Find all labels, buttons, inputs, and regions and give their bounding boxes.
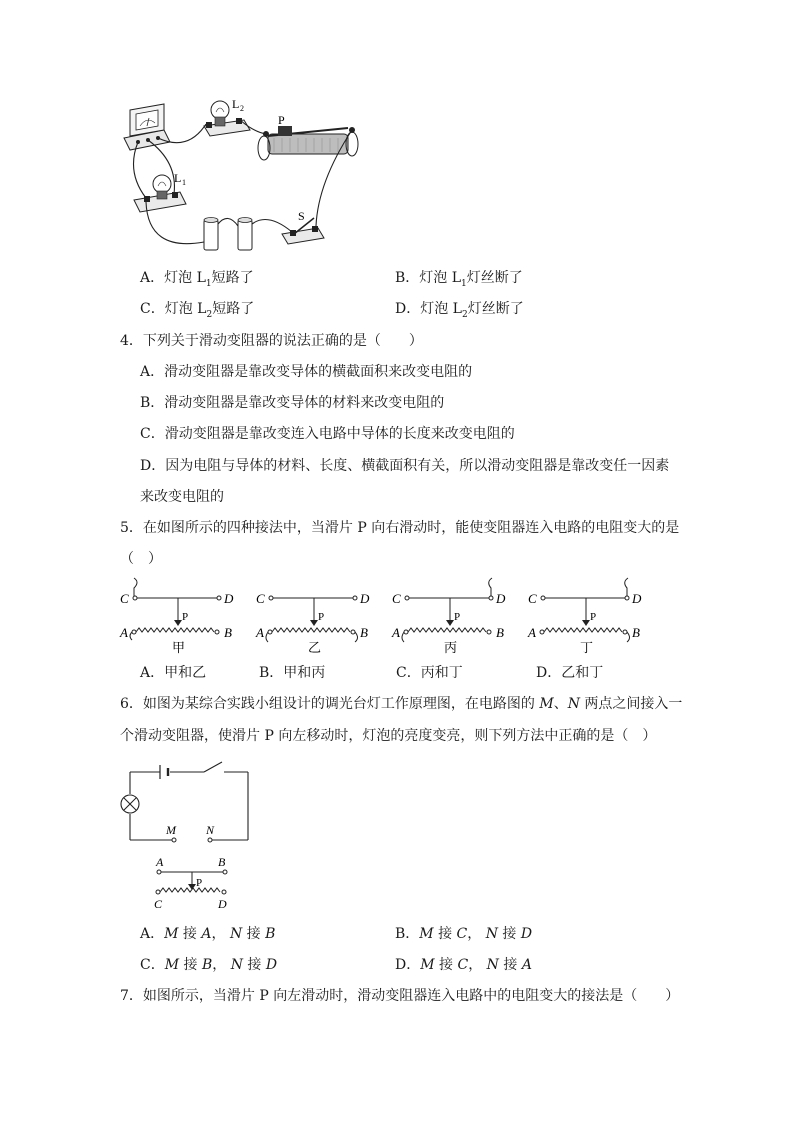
q3-l1-sub: 1 [182, 178, 186, 187]
svg-text:P: P [454, 611, 461, 623]
q4-option-b[interactable]: B．滑动变阻器是靠改变导体的材料来改变电阻的 [140, 395, 445, 411]
svg-text:B: B [496, 625, 504, 640]
svg-text:M: M [166, 823, 176, 837]
svg-text:D: D [360, 591, 370, 606]
q3-option-d[interactable]: D．灯泡 $L_2$灯丝断了 [395, 301, 524, 320]
q3-option-a[interactable]: A．灯泡 $L_1$短路了 [140, 270, 254, 289]
q5-option-b[interactable]: B．甲和丙 [259, 665, 326, 681]
q5-figure-yi [255, 591, 370, 655]
q6-stem-line2: 个滑动变阻器，使滑片 P 向左移动时，灯泡的亮度变亮，则下列方法中正确的是（ ） [120, 728, 657, 744]
q4-option-a[interactable]: A．滑动变阻器是靠改变导体的横截面积来改变电阻的 [140, 364, 473, 380]
svg-text:B: B [218, 855, 226, 869]
q5-figure-ding [527, 578, 642, 655]
svg-text:P: P [318, 611, 325, 623]
svg-text:丁: 丁 [580, 640, 594, 655]
q6-circuit-figure [116, 760, 256, 912]
q4-option-d-cont: 来改变电阻的 [140, 489, 224, 505]
q3-l1-label: L [174, 171, 182, 185]
svg-text:甲: 甲 [172, 640, 186, 655]
svg-text:D: D [218, 897, 227, 911]
battery-icon [160, 765, 168, 779]
svg-text:D: D [632, 591, 642, 606]
battery-icon [204, 218, 252, 251]
svg-text:D: D [224, 591, 234, 606]
svg-text:C: C [120, 591, 129, 606]
rheostat-symbol [156, 870, 227, 894]
svg-text:P: P [182, 611, 189, 623]
switch-icon [204, 762, 222, 772]
q4-stem: 4．下列关于滑动变阻器的说法正确的是（ ） [120, 333, 423, 349]
svg-text:C: C [154, 897, 163, 911]
svg-text:B: B [360, 625, 368, 640]
q6-option-a[interactable]: A．M 接 A， N 接 B [140, 926, 276, 942]
svg-text:D: D [496, 591, 506, 606]
q5-figures [118, 576, 658, 660]
q3-s-label: S [298, 209, 305, 223]
svg-text:N: N [206, 823, 215, 837]
q6-stem-line1: 6．如图为某综合实践小组设计的调光台灯工作原理图，在电路图的 M、N 两点之间接入一 [120, 696, 683, 712]
q5-figure-jia [119, 578, 234, 655]
q7-stem: 7．如图所示，当滑片 P 向左滑动时，滑动变阻器连入电路中的电阻变大的接法是（ ） [120, 988, 680, 1004]
q5-option-a[interactable]: A．甲和乙 [140, 665, 207, 681]
meter-icon [124, 104, 170, 150]
q5-figure-bing [391, 578, 506, 655]
q5-option-d[interactable]: D．乙和丁 [536, 665, 604, 681]
svg-text:P: P [196, 877, 203, 889]
q3-circuit-figure [118, 92, 368, 262]
svg-text:B: B [224, 625, 232, 640]
svg-text:A: A [120, 625, 128, 640]
svg-text:A: A [528, 625, 536, 640]
q4-option-c[interactable]: C．滑动变阻器是靠改变连入电路中导体的长度来改变电阻的 [140, 426, 515, 442]
q4-option-d[interactable]: D．因为电阻与导体的材料、长度、横截面积有关，所以滑动变阻器是靠改变任一因素 [140, 458, 670, 474]
q3-p-label: P [278, 113, 285, 127]
q3-option-b[interactable]: B．灯泡 $L_1$灯丝断了 [395, 270, 523, 289]
q5-stem-line1: 5．在如图所示的四种接法中，当滑片 P 向右滑动时，能使变阻器连入电路的电阻变大的是 [120, 520, 680, 536]
svg-text:丙: 丙 [444, 640, 458, 655]
svg-text:B: B [632, 625, 640, 640]
svg-text:C: C [392, 591, 401, 606]
svg-text:C: C [256, 591, 265, 606]
rheostat-icon [258, 126, 358, 160]
q3-l2-label: L [232, 97, 240, 111]
q6-option-b[interactable]: B．M 接 C， N 接 D [395, 926, 533, 942]
svg-text:A: A [256, 625, 264, 640]
q6-option-d[interactable]: D．M 接 C， N 接 A [395, 957, 532, 973]
svg-text:A: A [392, 625, 400, 640]
q5-stem-line2: （ ） [120, 551, 162, 567]
svg-text:C: C [528, 591, 537, 606]
q3-option-c[interactable]: C．灯泡 $L_2$短路了 [140, 301, 255, 320]
q5-option-c[interactable]: C．丙和丁 [396, 665, 463, 681]
svg-text:乙: 乙 [308, 640, 322, 655]
q3-l2-sub: 2 [240, 104, 244, 113]
q6-option-c[interactable]: C．M 接 B， N 接 D [140, 957, 278, 973]
svg-text:A: A [156, 855, 164, 869]
lamp-icon [121, 795, 139, 813]
svg-text:P: P [590, 611, 597, 623]
